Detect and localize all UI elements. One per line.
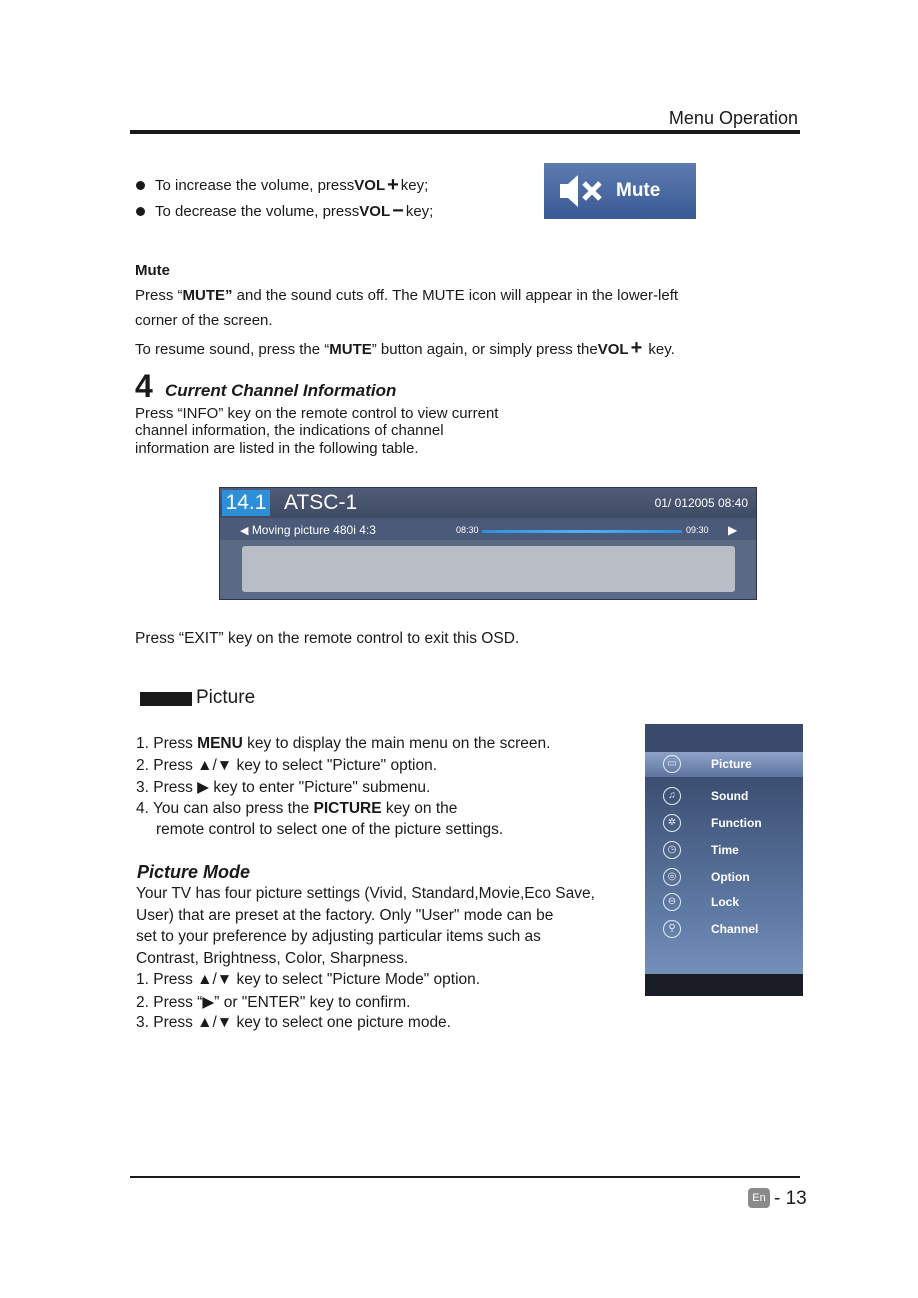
speaker-muted-icon	[558, 173, 604, 209]
mute-paragraph-line3	[135, 337, 675, 360]
option-icon: ◎	[663, 868, 681, 886]
text-span: and the sound cuts off. The MUTE icon will appear in the lower-left	[232, 287, 679, 304]
menu-item-picture[interactable]	[645, 753, 803, 775]
picture-mode-line: Contrast, Brightness, Color, Sharpness.	[136, 949, 409, 967]
section4-line1: Press “INFO” key on the remote control to view current	[135, 405, 499, 422]
page-header-title: Menu Operation	[668, 108, 798, 128]
menu-item-sound[interactable]	[645, 785, 803, 807]
vol-key-label: VOL	[359, 202, 391, 220]
text-span: key to display the main menu on the screen.	[242, 735, 551, 752]
exit-instruction: Press “EXIT” key on the remote control to exit this OSD.	[135, 630, 520, 647]
mute-badge	[544, 163, 696, 219]
picture-mode-line: User) that are preset at the factory. Only "User" mode can be	[136, 906, 554, 924]
header-rule	[130, 130, 800, 134]
picture-mode-title: Picture Mode	[137, 862, 251, 882]
text-span: key.	[644, 341, 675, 358]
menu-item-option[interactable]	[645, 866, 803, 888]
language-badge: En	[748, 1188, 770, 1208]
osd-progress-bar	[482, 530, 682, 533]
picture-mode-line: set to your preference by adjusting particular items such as	[136, 928, 541, 945]
menu-item-label: Time	[711, 843, 739, 857]
menu-key-label: MENU	[197, 735, 243, 752]
mute-key-label: MUTE”	[182, 287, 233, 304]
menu-top-bar	[645, 724, 803, 752]
mute-paragraph-line2: corner of the screen.	[135, 312, 273, 329]
music-note-icon: ♫	[663, 787, 681, 805]
menu-bottom-bar	[645, 974, 803, 996]
osd-time-end: 09:30	[686, 525, 709, 535]
section4-line3: information are listed in the following table.	[135, 440, 419, 457]
vol-key-label: VOL	[597, 341, 629, 358]
menu-item-label: Option	[711, 870, 750, 884]
menu-item-label: Sound	[711, 789, 749, 803]
left-arrow-icon: ◀	[240, 525, 249, 537]
page-number: - 13	[774, 1188, 807, 1209]
footer-rule	[130, 1176, 800, 1178]
menu-item-lock[interactable]	[645, 891, 803, 913]
osd-datetime: 01/ 012005 08:40	[654, 496, 748, 510]
channel-icon: ⚲	[663, 920, 681, 938]
menu-item-label: Channel	[711, 922, 759, 936]
picture-step-4	[136, 800, 550, 822]
mute-key-label: MUTE	[329, 341, 372, 358]
bullet-text: To increase the volume, press	[155, 176, 355, 194]
section-title: Current Channel Information	[165, 381, 397, 400]
minus-symbol: −	[392, 199, 404, 222]
picture-section-title: Picture	[196, 687, 256, 708]
picture-step-1	[136, 735, 550, 757]
osd-program-name: Moving picture 480i 4:3	[251, 523, 376, 537]
picture-mode-line: 2. Press “▶” or "ENTER" key to confirm.	[136, 993, 411, 1011]
menu-item-label: Lock	[711, 895, 740, 909]
bullet-text: To decrease the volume, press	[155, 202, 360, 220]
picture-mode-line: 3. Press ▲/▼ key to select one picture mode.	[136, 1014, 451, 1031]
section-marker-block	[140, 692, 192, 706]
vol-key-label: VOL	[354, 176, 386, 194]
volume-decrease-line	[136, 198, 433, 224]
gear-icon: ✲	[663, 814, 681, 832]
picture-mode-line: 1. Press ▲/▼ key to select "Picture Mode" option.	[136, 971, 481, 988]
osd-detail-box	[242, 546, 735, 592]
main-menu-screenshot	[645, 724, 803, 996]
section4-line2: channel information, the indications of channel	[135, 422, 444, 439]
picture-mode-line: Your TV has four picture settings (Vivid, Standard,Movie,Eco Save,	[136, 885, 595, 902]
menu-item-function[interactable]	[645, 812, 803, 834]
osd-channel-number: 14.1	[222, 490, 270, 516]
text-span: key on the	[381, 799, 458, 817]
bullet-dot	[136, 207, 145, 216]
plus-symbol: +	[387, 173, 399, 196]
menu-item-time[interactable]	[645, 839, 803, 861]
picture-mode-text	[136, 885, 595, 1036]
channel-info-osd	[219, 487, 757, 600]
section-number: 4	[135, 368, 153, 404]
picture-step-4-cont: remote control to select one of the picture settings.	[156, 821, 504, 838]
mute-paragraph-line1	[135, 287, 678, 304]
picture-key-label: PICTURE	[313, 799, 382, 817]
lock-icon: ⊖	[663, 893, 681, 911]
clock-icon: ◷	[663, 841, 681, 859]
menu-item-channel[interactable]	[645, 918, 803, 940]
osd-time-start: 08:30	[456, 525, 479, 535]
plus-symbol: +	[630, 337, 643, 359]
text-span: 4. You can also press the	[136, 799, 314, 817]
osd-program-info	[240, 523, 376, 537]
tv-icon: ▭	[663, 755, 681, 773]
menu-item-label: Picture	[711, 757, 752, 771]
osd-channel-name: ATSC-1	[284, 491, 358, 514]
picture-step-2: 2. Press ▲/▼ key to select "Picture" option.	[136, 756, 438, 774]
text-span: ” button again, or simply press the	[371, 341, 598, 358]
mute-badge-label: Mute	[616, 180, 661, 201]
picture-steps	[136, 735, 550, 843]
bullet-text-end: key;	[400, 176, 429, 194]
picture-step-3: 3. Press ▶ key to enter "Picture" submenu.	[136, 779, 431, 796]
text-span: To resume sound, press the “	[135, 341, 330, 358]
text-span: Press “	[135, 287, 183, 304]
text-span: 1. Press	[136, 735, 198, 752]
bullet-text-end: key;	[405, 202, 434, 220]
right-arrow-icon: ▶	[728, 523, 738, 537]
volume-bullet-list	[136, 172, 433, 224]
mute-heading: Mute	[135, 262, 170, 279]
menu-item-label: Function	[711, 816, 762, 830]
volume-increase-line	[136, 172, 433, 198]
bullet-dot	[136, 181, 145, 190]
